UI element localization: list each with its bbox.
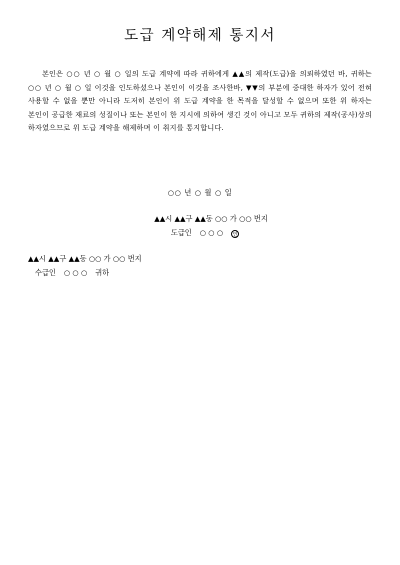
recipient-honorific: 귀하 [95, 268, 110, 277]
document-title: 도급 계약해제 통지서 [124, 28, 276, 44]
recipient-label: 수급인 [35, 268, 56, 277]
notice-date: ○○ 년 ○ 월 ○ 일 [167, 188, 233, 197]
seal-icon: 인 [232, 232, 238, 238]
sender-name: ○ ○ ○ [199, 228, 224, 237]
notice-body: 본인은 ○○ 년 ○ 월 ○ 일의 도급 계약에 따라 귀하에게 ▲▲의 제작(도급)을 의뢰하였던 바, 귀하는 ○○ 년 ○ 월 ○ 일 이것을 인도하셨으나 본인이 이것을 조사한바, ▼▼의 부분에 중대한 하자가 있어 전혀 사용할 수 없을 뿐만 아니라 도저히 본인이 위 도급 계약을 한 목적을 달성할 수 없으며 또한 위 하자는 본인이 공급한 재료의 성질이나 또는 본인이 한 지시에 의하여 생긴 것이 아니고 모두 귀하의 제작(공사)상의 하자였으므로 위 도급 계약을 해제하며 이 취지를 통지합니다. [28, 69, 372, 133]
recipient-address: ▲▲시 ▲▲구 ▲▲동 ○○ 가 ○○ 번지 [28, 254, 142, 263]
sender-label: 도급인 [170, 228, 192, 237]
recipient-name: ○ ○ ○ [63, 268, 88, 277]
sender-address: ▲▲시 ▲▲구 ▲▲동 ○○ 가 ○○ 번지 [154, 214, 268, 223]
sender-signature-line [0, 228, 400, 238]
recipient-line [35, 268, 109, 278]
